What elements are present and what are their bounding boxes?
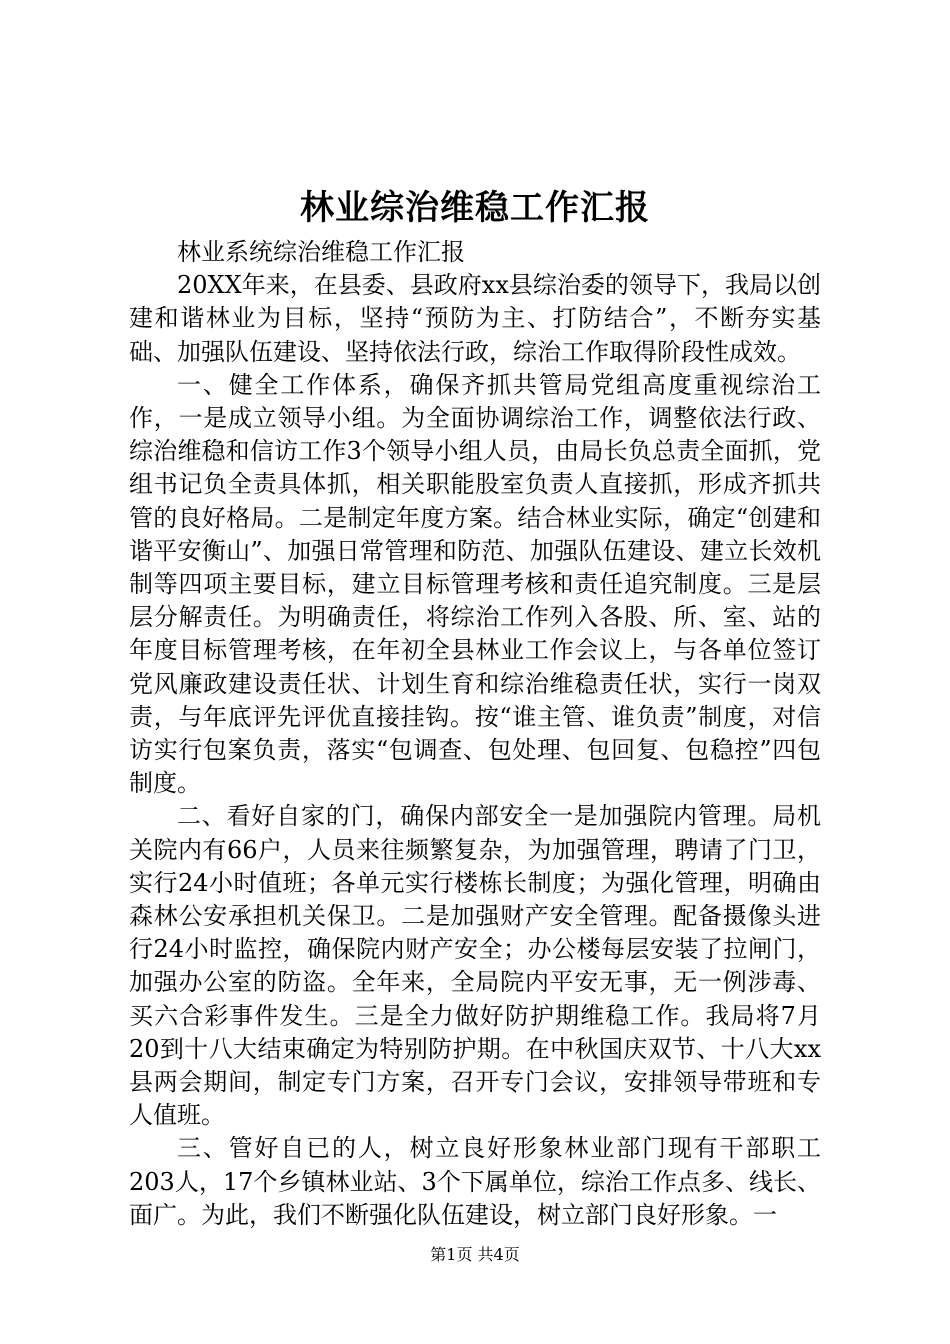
document-title: 林业综治维稳工作汇报 bbox=[300, 188, 650, 228]
paragraph-section-3: 三、管好自已的人，树立良好形象林业部门现有干部职工203人，17个乡镇林业站、3个下属单位，综治工作点多、线长、面广。为此，我们不断强化队伍建设，树立部门良好形象。一 bbox=[129, 1134, 821, 1229]
paragraph-section-1: 一、健全工作体系，确保齐抓共管局党组高度重视综治工作，一是成立领导小组。为全面协调综治工作，调整依法行政、综治维稳和信访工作3个领导小组人员，由局长负总责全面抓，党组书记负全责具体抓，相关职能股室负责人直接抓，形成齐抓共管的良好格局。二是制定年度方案。结合林业实际，确定“创建和谐平安衡山”、加强日常管理和防范、加强队伍建设、建立长效机制等四项主要目标，建立目标管理考核和责任追究制度。三是层层分解责任。为明确责任，将综治工作列入各股、所、室、站的年度目标管理考核，在年初全县林业工作会议上，与各单位签订党风廉政建设责任状、计划生育和综治维稳责任状，实行一岗双责，与年底评先评优直接挂钩。按“谁主管、谁负责”制度，对信访实行包案负责，落实“包调查、包处理、包回复、包稳控”四包制度。 bbox=[129, 370, 821, 798]
page-number-footer: 第1页 共4页 bbox=[430, 1245, 520, 1264]
paragraph-intro: 20XX年来，在县委、县政府xx县综治委的领导下，我局以创建和谐林业为目标，坚持“预防为主、打防结合”，不断夯实基础、加强队伍建设、坚持依法行政，综治工作取得阶段性成效。 bbox=[129, 271, 821, 366]
paragraph-section-2: 二、看好自家的门，确保内部安全一是加强院内管理。局机关院内有66户，人员来往频繁复杂，为加强管理，聘请了门卫，实行24小时值班；各单元实行楼栋长制度；为强化管理，明确由森林公安承担机关保卫。二是加强财产安全管理。配备摄像头进行24小时监控，确保院内财产安全；办公楼每层安装了拉闸门，加强办公室的防盗。全年来，全局院内平安无事，无一例涉毒、买六合彩事件发生。三是全力做好防护期维稳工作。我局将7月20到十八大结束确定为特别防护期。在中秋国庆双节、十八大xx县两会期间，制定专门方案，召开专门会议，安排领导带班和专人值班。 bbox=[129, 802, 821, 1130]
document-subtitle: 林业系统综治维稳工作汇报 bbox=[177, 238, 465, 266]
document-body bbox=[129, 236, 821, 1232]
